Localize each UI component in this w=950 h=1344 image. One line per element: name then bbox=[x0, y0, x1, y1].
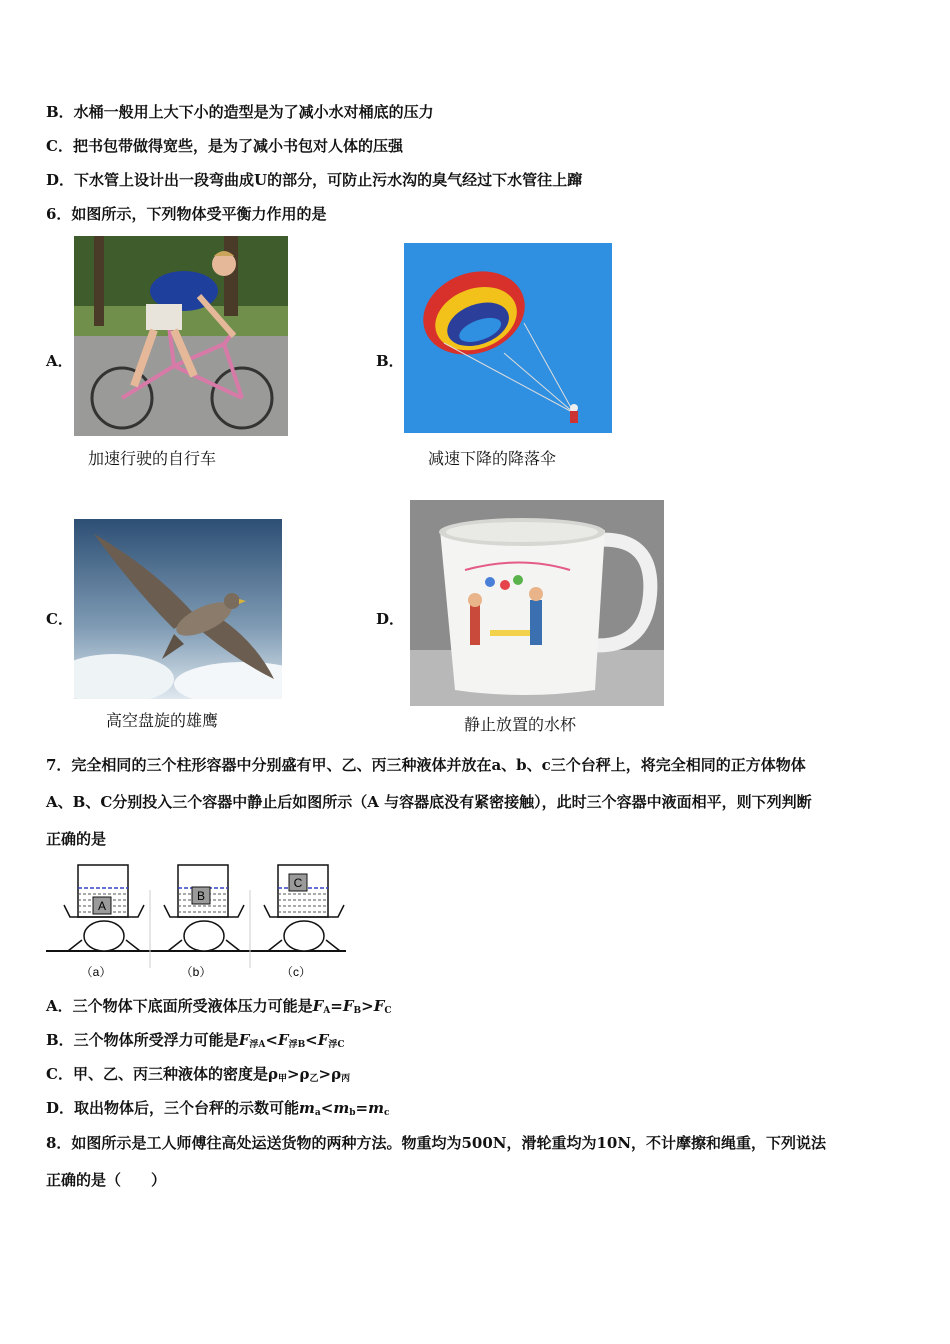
parachute-image bbox=[404, 243, 612, 433]
q6-caption-a: 加速行驶的自行车 bbox=[88, 449, 217, 468]
q6-option-c-letter: C． bbox=[46, 610, 73, 628]
q8-stem-line2: 正确的是（ ） bbox=[46, 1171, 167, 1189]
container-c bbox=[264, 865, 344, 951]
block-c-label: C bbox=[293, 876, 303, 890]
q7-stem-line3: 正确的是 bbox=[46, 830, 107, 848]
q6-caption-b: 减速下降的降落伞 bbox=[428, 449, 557, 468]
label-a: （a） bbox=[80, 965, 112, 979]
container-scale-diagram bbox=[46, 860, 350, 982]
block-a-label: A bbox=[97, 899, 107, 913]
q6-stem: 6．如图所示，下列物体受平衡力作用的是 bbox=[46, 205, 327, 223]
q7-stem-line2: A、B、C分别投入三个容器中静止后如图所示（A 与容器底没有紧密接触），此时三个容器中液面相平，则下列判断 bbox=[46, 793, 812, 811]
q7-option-b: B．三个物体所受浮力可能是$F_{浮A}<F_{浮B}<F_{浮C}$ bbox=[46, 1031, 345, 1050]
q6-option-a-letter: A． bbox=[46, 352, 73, 370]
q7-option-d: D．取出物体后，三个台秤的示数可能$m_a<m_b=m_c$ bbox=[46, 1099, 390, 1118]
q6-caption-c: 高空盘旋的雄鹰 bbox=[106, 711, 219, 730]
q7-option-a: A．三个物体下底面所受液体压力可能是$F_A=F_B>F_C$ bbox=[46, 997, 392, 1016]
q5-option-d: D．下水管上设计出一段弯曲成U的部分，可防止污水沟的臭气经过下水管往上蹿 bbox=[46, 171, 583, 189]
q5-option-b: B．水桶一般用上大下小的造型是为了减小水对桶底的压力 bbox=[46, 103, 434, 121]
q7-option-c: C．甲、乙、丙三种液体的密度是$\rho_甲>\rho_乙>\rho_丙$ bbox=[46, 1065, 351, 1084]
label-c: （c） bbox=[280, 965, 312, 979]
q8-stem-line1: 8．如图所示是工人师傅往高处运送货物的两种方法。物重均为500N，滑轮重均为10N，不计摩擦和绳重，下列说法 bbox=[46, 1134, 827, 1152]
cup-image bbox=[410, 500, 664, 706]
q6-option-d-letter: D． bbox=[376, 610, 405, 628]
q6-option-b-letter: B． bbox=[376, 352, 404, 370]
block-b-label: B bbox=[196, 889, 206, 903]
container-b bbox=[164, 865, 244, 951]
cyclist-image bbox=[74, 236, 288, 436]
q6-caption-d: 静止放置的水杯 bbox=[464, 715, 577, 734]
q5-option-c: C．把书包带做得宽些，是为了减小书包对人体的压强 bbox=[46, 137, 403, 155]
label-b: （b） bbox=[180, 965, 212, 979]
eagle-image bbox=[74, 519, 282, 699]
q7-stem-line1: 7．完全相同的三个柱形容器中分别盛有甲、乙、丙三种液体并放在a、b、c三个台秤上，将完全相同的正方体物体 bbox=[46, 756, 806, 774]
